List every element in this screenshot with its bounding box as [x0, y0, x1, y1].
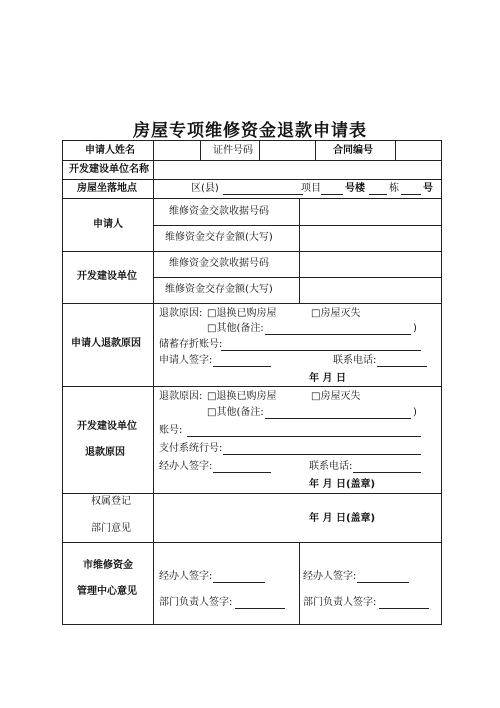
district-blank[interactable] — [223, 194, 303, 195]
center-dept-head-blank-2[interactable] — [379, 608, 429, 609]
registry-label-2: 部门意见 — [91, 523, 131, 534]
registry-date: 年 月 日(盖章) — [309, 513, 376, 524]
option-house-lost[interactable]: □房屋灭失 — [311, 308, 361, 319]
row-divider — [63, 160, 441, 161]
center-dept-head-blank[interactable] — [235, 608, 285, 609]
applicant-reason-label: 申请人退款原因 — [71, 338, 141, 349]
column-divider — [200, 141, 201, 160]
option-exchange-house[interactable]: □退换已购房屋 — [207, 308, 277, 319]
applicant-name-label: 申请人姓名 — [85, 145, 135, 156]
close-paren: ) — [413, 323, 417, 334]
column-divider — [153, 141, 154, 624]
row-divider — [63, 198, 441, 199]
column-divider — [299, 198, 300, 303]
bank-number-label: 支付系统行号: — [159, 443, 223, 454]
center-handler-label-2: 经办人签字: — [303, 571, 357, 582]
applicant-signature-label: 申请人签字: — [159, 355, 213, 366]
dev-refund-reason-label: 退款原因: — [159, 391, 203, 402]
developer-date: 年 月 日(盖章) — [309, 479, 376, 490]
dev-phone-blank[interactable] — [353, 472, 421, 473]
center-handler-blank[interactable] — [213, 582, 265, 583]
applicant-label: 申请人 — [93, 219, 123, 230]
row-divider — [153, 225, 441, 226]
dev-other-remark-blank[interactable] — [265, 418, 411, 419]
column-divider — [315, 141, 316, 160]
center-dept-head-label-2: 部门负责人签字: — [303, 597, 377, 608]
applicant-signature-blank[interactable] — [213, 366, 271, 367]
location-label: 房屋坐落地点 — [77, 183, 137, 194]
row-divider — [63, 179, 441, 180]
contract-number-label: 合同编号 — [333, 145, 373, 156]
dev-option-house-lost[interactable]: □房屋灭失 — [311, 391, 361, 402]
developer-reason-label-2: 退款原因 — [85, 447, 125, 458]
unit-blank[interactable] — [401, 194, 421, 195]
center-label-2: 管理中心意见 — [77, 586, 137, 597]
row-divider — [63, 493, 441, 494]
refund-reason-label: 退款原因: — [159, 308, 203, 319]
savings-account-blank[interactable] — [221, 350, 421, 351]
row-divider — [63, 251, 441, 252]
developer-reason-label-1: 开发建设单位 — [77, 421, 137, 432]
form-title: 房屋专项维修资金退款申请表 — [133, 121, 367, 141]
row-divider — [63, 386, 441, 387]
applicant-receipt-label: 维修资金交款收据号码 — [169, 206, 269, 217]
column-divider — [259, 141, 260, 160]
other-remark-blank[interactable] — [265, 334, 411, 335]
dev-close-paren: ) — [413, 407, 417, 418]
dev-handler-label: 经办人签字: — [159, 461, 213, 472]
center-handler-label: 经办人签字: — [159, 571, 213, 582]
contact-phone-label: 联系电话: — [333, 355, 377, 366]
developer-receipt-label: 维修资金交款收据号码 — [169, 258, 269, 269]
bank-number-blank[interactable] — [223, 454, 421, 455]
developer-name-label: 开发建设单位名称 — [69, 164, 149, 175]
building-label: 号楼 — [345, 183, 365, 194]
dev-option-exchange-house[interactable]: □退换已购房屋 — [207, 391, 277, 402]
project-label: 项目 — [301, 183, 321, 194]
developer-amount-label: 维修资金交存金额(大写) — [165, 284, 273, 295]
row-divider — [63, 542, 441, 543]
developer-label: 开发建设单位 — [77, 271, 137, 282]
savings-account-label: 储蓄存折账号: — [159, 339, 223, 350]
room-label: 号 — [423, 183, 433, 194]
contact-phone-blank[interactable] — [377, 366, 427, 367]
row-divider — [63, 303, 441, 304]
column-divider — [395, 141, 396, 160]
row-divider — [153, 277, 441, 278]
building-blank[interactable] — [369, 194, 387, 195]
project-blank[interactable] — [321, 194, 343, 195]
id-number-label: 证件号码 — [213, 145, 253, 156]
center-dept-head-label: 部门负责人签字: — [159, 597, 233, 608]
applicant-date: 年 月 日 — [309, 373, 346, 384]
column-divider — [299, 542, 300, 624]
form-table — [62, 140, 442, 625]
dev-phone-label: 联系电话: — [309, 461, 353, 472]
dev-handler-blank[interactable] — [213, 472, 271, 473]
district-label: 区(县) — [191, 183, 219, 194]
dev-option-other[interactable]: □其他(备注: — [207, 407, 264, 418]
dev-account-blank[interactable] — [187, 436, 421, 437]
registry-label-1: 权属登记 — [91, 496, 131, 507]
unit-label: 栋 — [389, 183, 399, 194]
dev-account-label: 账号: — [159, 425, 183, 436]
center-label-1: 市维修资金 — [83, 560, 133, 571]
applicant-amount-label: 维修资金交存金额(大写) — [165, 232, 273, 243]
center-handler-blank-2[interactable] — [357, 582, 409, 583]
option-other[interactable]: □其他(备注: — [207, 323, 264, 334]
